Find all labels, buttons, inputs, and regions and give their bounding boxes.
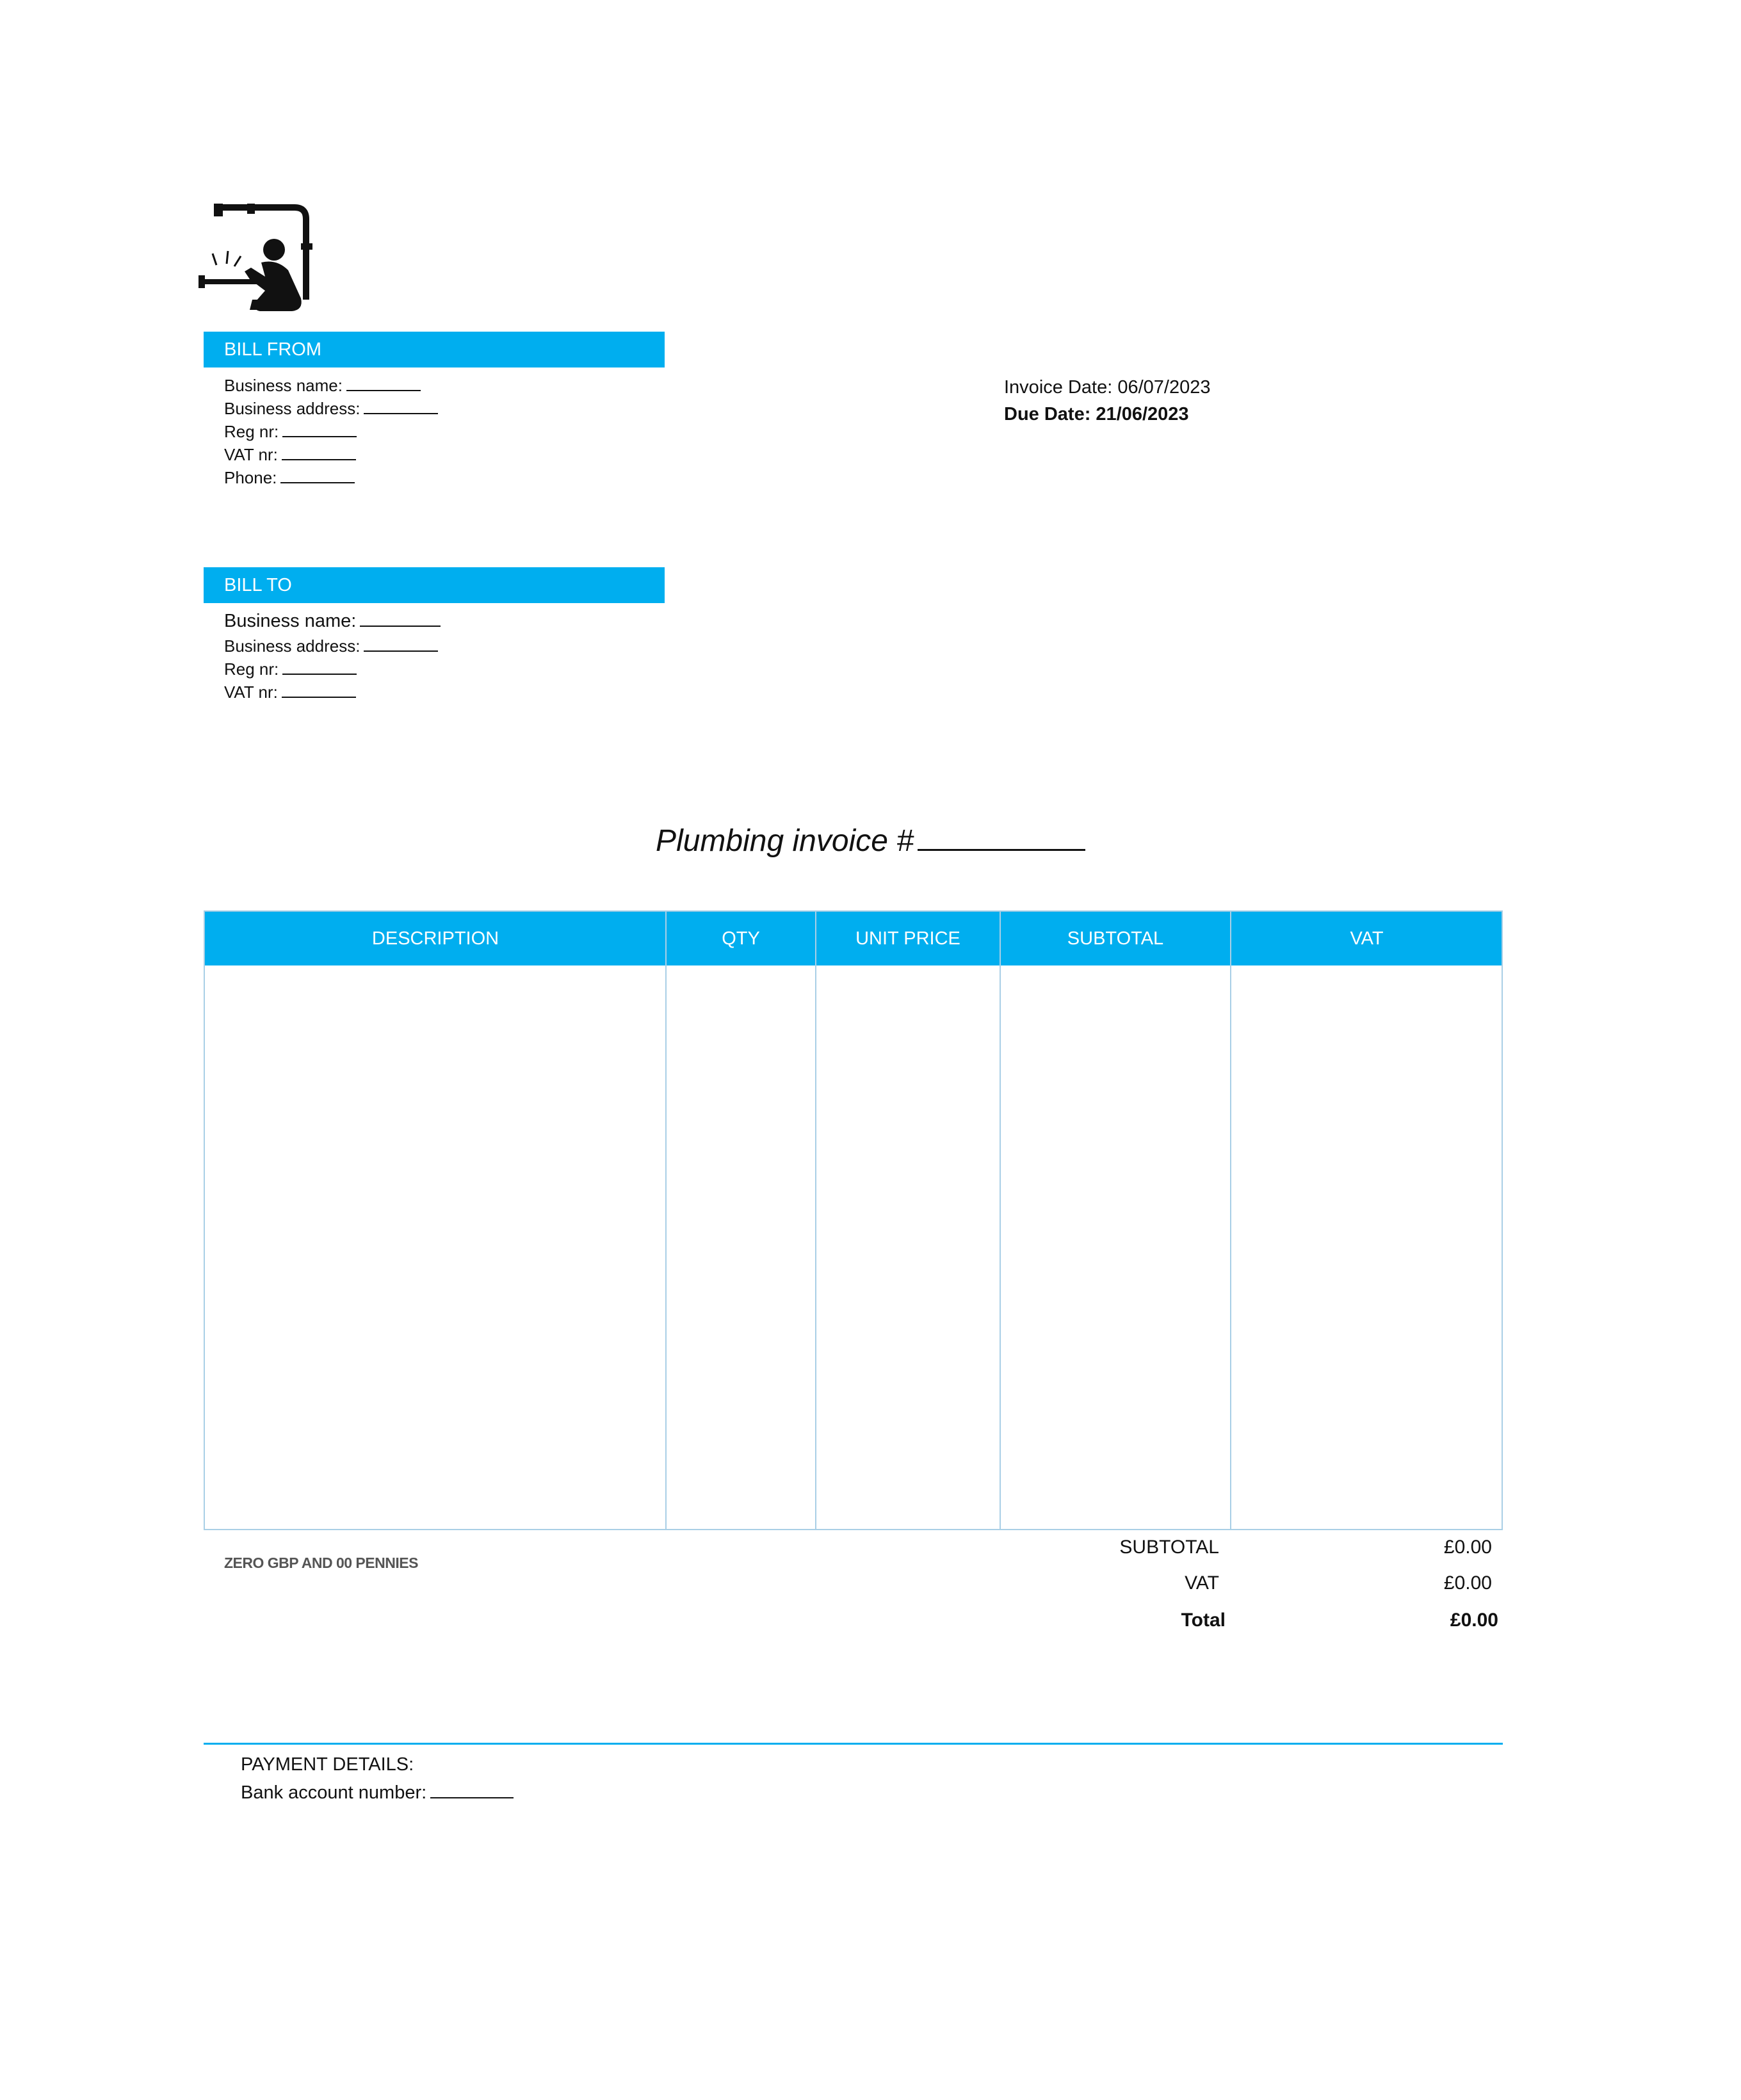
column-divider	[1000, 912, 1001, 1529]
vat-label: VAT	[1185, 1572, 1219, 1594]
bank-account-row	[241, 1779, 514, 1807]
bill-to-vat-nr: VAT nr:	[224, 680, 441, 703]
bill-to-business-address: Business address:	[224, 634, 441, 657]
bill-to-fields	[224, 608, 441, 703]
total-value: £0.00	[1450, 1610, 1498, 1631]
subtotal-label: SUBTOTAL	[1119, 1537, 1219, 1558]
invoice-title	[0, 823, 1741, 859]
invoice-number-blank	[918, 823, 1085, 851]
amount-in-words: ZERO GBP AND 00 PENNIES	[224, 1555, 418, 1571]
col-unit-price: UNIT PRICE	[855, 928, 960, 949]
bank-account-label: Bank account number:	[241, 1782, 427, 1803]
invoice-date: Invoice Date: 06/07/2023	[1004, 377, 1211, 398]
subtotal-value: £0.00	[1443, 1537, 1492, 1558]
bill-from-fields	[224, 373, 438, 489]
bill-from-phone: Phone:	[224, 465, 438, 489]
col-subtotal: SUBTOTAL	[1067, 928, 1164, 949]
plumber-icon	[198, 204, 327, 316]
table-header	[205, 912, 1502, 965]
bill-to-header: BILL TO	[204, 567, 665, 603]
due-date: Due Date: 21/06/2023	[1004, 404, 1189, 424]
bill-from-header: BILL FROM	[204, 332, 665, 368]
invoice-dates	[1004, 374, 1210, 428]
column-divider	[1230, 912, 1231, 1529]
bill-from-reg-nr: Reg nr:	[224, 419, 438, 442]
col-description: DESCRIPTION	[371, 928, 499, 949]
payment-heading: PAYMENT DETAILS:	[241, 1754, 414, 1775]
items-table	[204, 910, 1503, 1530]
payment-divider	[204, 1743, 1503, 1745]
bill-from-business-name: Business name:	[224, 373, 438, 396]
bill-from-vat-nr: VAT nr:	[224, 442, 438, 465]
bill-from-business-address: Business address:	[224, 396, 438, 419]
bill-to-business-name: Business name:	[224, 608, 441, 634]
bank-account-blank	[430, 1779, 514, 1798]
col-qty: QTY	[722, 928, 760, 949]
payment-details	[241, 1750, 514, 1807]
vat-value: £0.00	[1443, 1572, 1492, 1594]
col-vat: VAT	[1350, 928, 1384, 949]
total-label: Total	[1181, 1610, 1226, 1631]
column-divider	[665, 912, 667, 1529]
bill-to-reg-nr: Reg nr:	[224, 657, 441, 680]
invoice-title-text: Plumbing invoice #	[656, 824, 914, 858]
column-divider	[815, 912, 816, 1529]
